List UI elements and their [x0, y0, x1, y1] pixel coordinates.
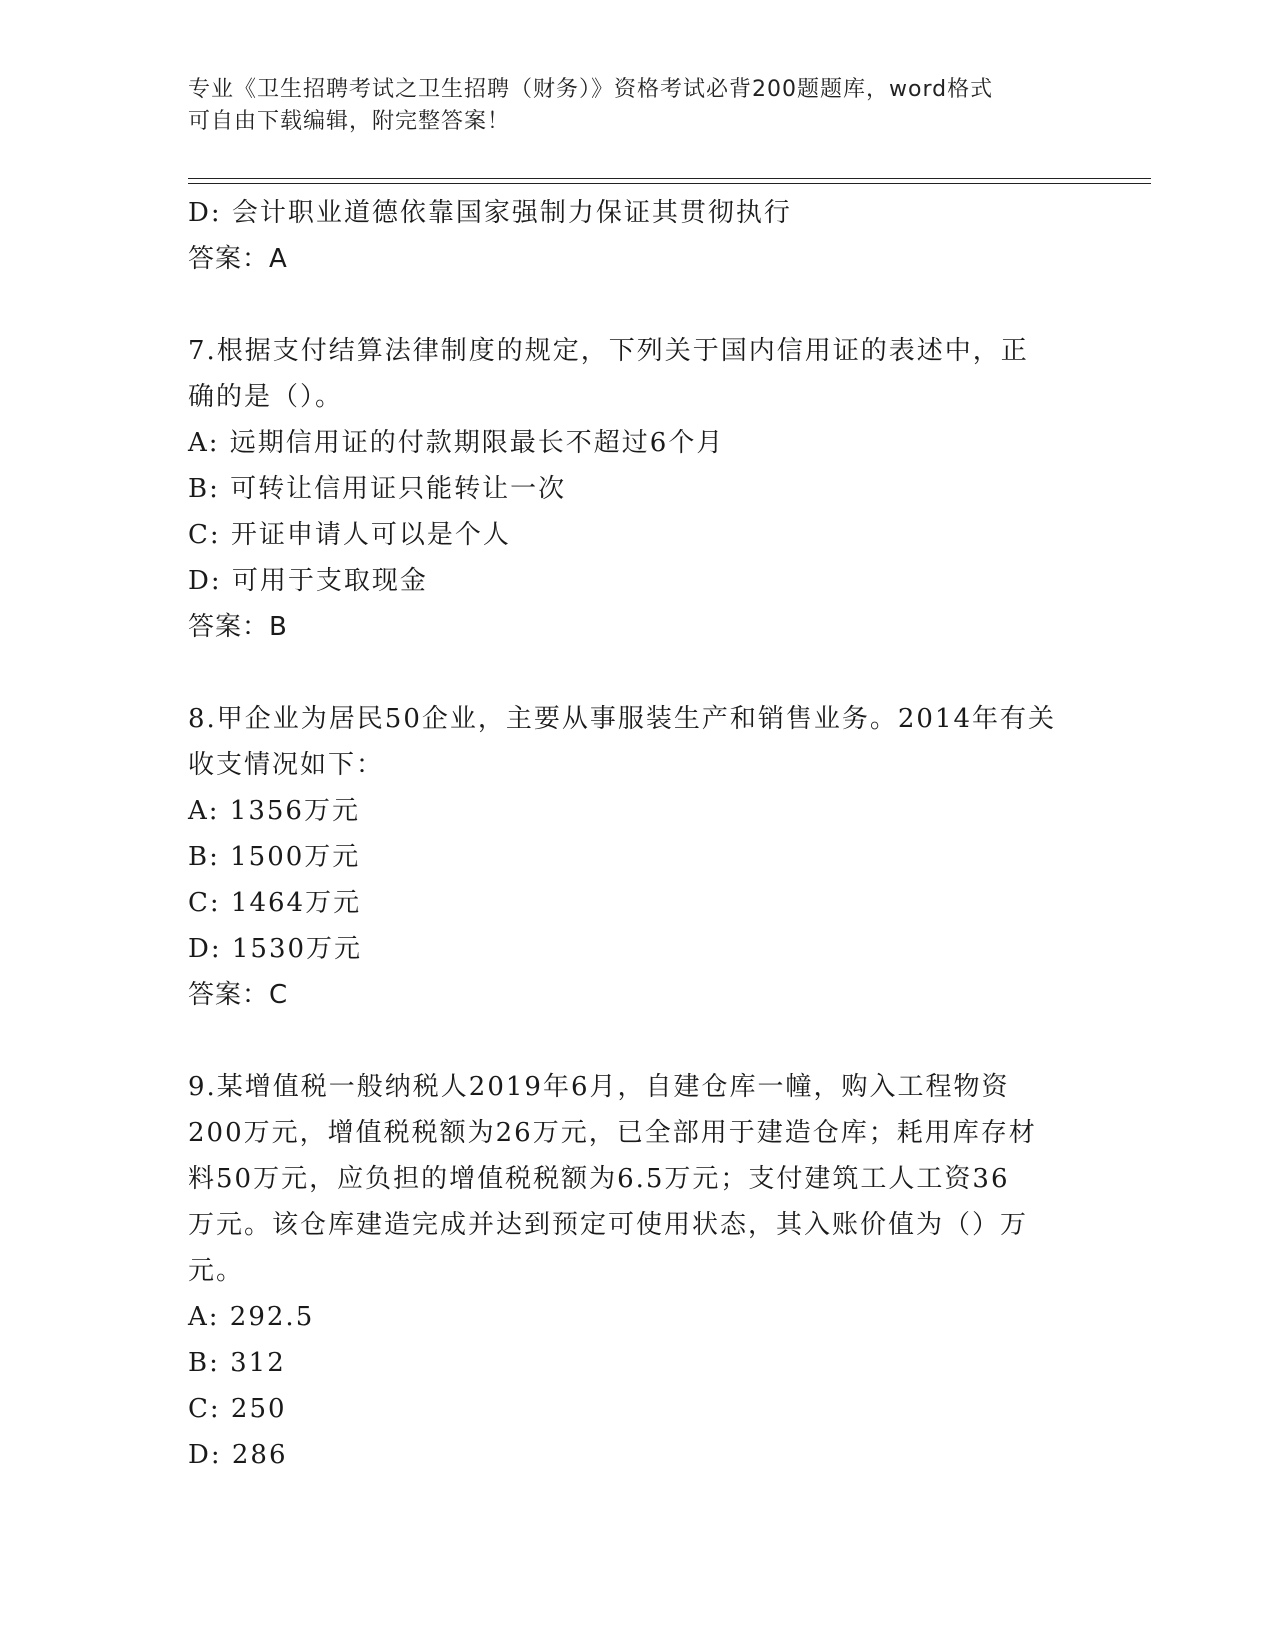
- question-block: [188, 650, 1088, 1018]
- answer-option: C: 250: [188, 1394, 287, 1424]
- question-text-line: 7.根据支付结算法律制度的规定，下列关于国内信用证的表述中，正: [188, 336, 1029, 366]
- header-title-line-1: 专业《卫生招聘考试之卫生招聘（财务）》资格考试必背200题题库，word格式: [188, 77, 994, 102]
- answer-option: C: 开证申请人可以是个人: [188, 520, 511, 550]
- answer-option: A: 292.5: [188, 1302, 315, 1332]
- answer-option: B: 312: [188, 1348, 286, 1378]
- question-text-line: 9.某增值税一般纳税人2019年6月，自建仓库一幢，购入工程物资: [188, 1072, 1010, 1102]
- answer-option: D: 1530万元: [188, 934, 363, 964]
- question-block: [188, 190, 1088, 282]
- answer-option: D: 会计职业道德依靠国家强制力保证其贯彻执行: [188, 198, 792, 228]
- block-spacer: [188, 650, 1088, 696]
- correct-answer: 答案：A: [188, 244, 288, 274]
- question-text-line: 万元。该仓库建造完成并达到预定可使用状态，其入账价值为（）万: [188, 1210, 1029, 1240]
- answer-option: B: 1500万元: [188, 842, 361, 872]
- question-text-line: 元。: [188, 1256, 245, 1286]
- question-block: [188, 1018, 1088, 1478]
- document-header: [188, 74, 1088, 138]
- question-text-line: 确的是（）。: [188, 382, 344, 412]
- question-block: [188, 282, 1088, 650]
- question-text-line: 收支情况如下：: [188, 750, 385, 780]
- question-text-line: 8.甲企业为居民50企业，主要从事服装生产和销售业务。2014年有关: [188, 704, 1057, 734]
- answer-option: D: 可用于支取现金: [188, 566, 428, 596]
- answer-option: D: 286: [188, 1440, 288, 1470]
- block-spacer: [188, 282, 1088, 328]
- question-list: [188, 190, 1088, 1478]
- question-text-line: 料50万元，应负担的增值税税额为6.5万元；支付建筑工人工资36: [188, 1164, 1010, 1194]
- answer-option: C: 1464万元: [188, 888, 362, 918]
- header-divider: [188, 178, 1151, 184]
- answer-option: A: 远期信用证的付款期限最长不超过6个月: [188, 428, 725, 458]
- answer-option: A: 1356万元: [188, 796, 360, 826]
- question-text-line: 200万元，增值税税额为26万元，已全部用于建造仓库；耗用库存材: [188, 1118, 1037, 1148]
- correct-answer: 答案：B: [188, 612, 288, 642]
- header-title-line-2: 可自由下载编辑，附完整答案！: [188, 109, 511, 134]
- answer-option: B: 可转让信用证只能转让一次: [188, 474, 567, 504]
- correct-answer: 答案：C: [188, 980, 289, 1010]
- block-spacer: [188, 1018, 1088, 1064]
